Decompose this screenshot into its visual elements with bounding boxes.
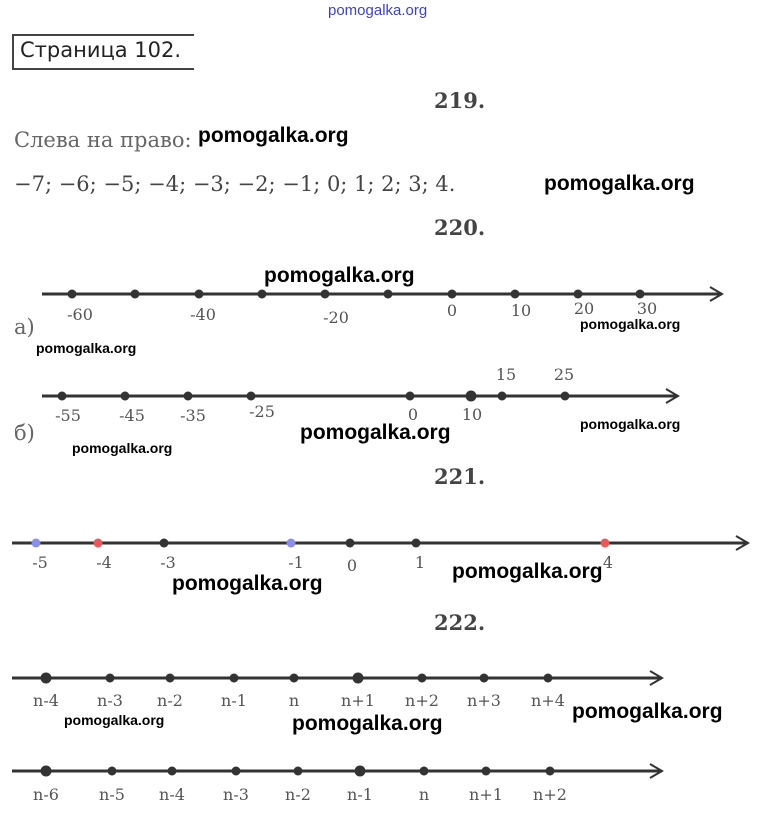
line-222a-point <box>353 673 364 684</box>
exercise-number: 221 <box>434 464 478 489</box>
line-221-tick-label: -1 <box>288 553 304 572</box>
line-222b-point <box>168 767 177 776</box>
line-220b-tick-label: 15 <box>495 365 517 384</box>
line-222b-point <box>294 767 303 776</box>
line-222b-tick-label: n-3 <box>223 785 249 804</box>
exercise-dot: . <box>477 215 486 240</box>
line-222b-point <box>546 767 555 776</box>
line-220a-point <box>258 290 267 299</box>
line-220a-tick-label: 20 <box>573 299 595 318</box>
line-220b-tick-label: 25 <box>553 365 575 384</box>
line-222b-tick-label: n-4 <box>159 785 185 804</box>
watermark: pomogalka.org <box>300 421 451 444</box>
line-220b-point <box>498 392 507 401</box>
part-b-label: б) <box>14 421 35 445</box>
watermark: pomogalka.org <box>580 316 681 332</box>
line-222a-tick-label: n+1 <box>341 691 375 710</box>
line-222b-tick-label: n+1 <box>469 785 503 804</box>
exercise-dot: . <box>477 464 486 489</box>
line-220b-tick-label: 0 <box>407 405 419 424</box>
line-222a-point <box>480 674 489 683</box>
line-222a-tick-label: n-1 <box>221 691 247 710</box>
line-221-point <box>160 539 169 548</box>
line-220b-point <box>561 392 570 401</box>
line-221-tick-label: 4 <box>602 553 614 572</box>
part-a-label: а) <box>14 315 35 339</box>
line-220a-point <box>511 290 520 299</box>
exercise-219-sequence: −7; −6; −5; −4; −3; −2; −1; 0; 1; 2; 3; 4. <box>14 172 456 196</box>
line-220b-point <box>58 392 67 401</box>
line-222b-point <box>232 767 241 776</box>
line-221-tick-label: -4 <box>96 553 112 572</box>
watermark: pomogalka.org <box>544 172 695 195</box>
line-220b-tick-label: -35 <box>180 406 206 425</box>
line-220a-tick-label: 10 <box>510 301 532 320</box>
line-220b-tick-label: 10 <box>461 405 483 424</box>
line-222b-tick-label: n-2 <box>285 785 311 804</box>
line-222a-tick-label: n+2 <box>405 691 439 710</box>
line-220a-point <box>574 290 583 299</box>
line-220a-point <box>636 290 645 299</box>
line-220a-tick-label: 30 <box>636 299 658 318</box>
line-220a-point <box>195 290 204 299</box>
line-222b-tick-label: n-6 <box>33 785 59 804</box>
exercise-dot: . <box>477 610 486 635</box>
line-222a-tick-label: n+3 <box>467 691 501 710</box>
watermark: pomogalka.org <box>264 264 415 287</box>
line-221-point <box>601 539 610 548</box>
line-220a-point <box>321 290 330 299</box>
line-220b-point <box>121 392 130 401</box>
watermark: pomogalka.org <box>292 712 443 735</box>
line-221-point <box>346 539 355 548</box>
exercise-number: 222 <box>434 610 478 635</box>
exercise-dot: . <box>477 88 486 113</box>
line-222a-point <box>544 674 553 683</box>
watermark: pomogalka.org <box>580 416 681 432</box>
line-220b-tick-label: -45 <box>119 406 145 425</box>
watermark: pomogalka.org <box>72 440 173 456</box>
watermark: pomogalka.org <box>36 340 137 356</box>
line-222b-point <box>482 767 491 776</box>
line-220b-point <box>466 391 477 402</box>
line-220a-tick-label: 0 <box>446 301 458 320</box>
line-222a-tick-label: n-2 <box>157 691 183 710</box>
exercise-number: 219 <box>434 88 478 113</box>
line-220a-point <box>448 290 457 299</box>
line-220a-tick-label: -60 <box>67 305 93 324</box>
line-220b-tick-label: -55 <box>55 406 81 425</box>
line-222b-point <box>108 767 117 776</box>
line-221-tick-label: -5 <box>32 553 48 572</box>
line-222a-point <box>418 674 427 683</box>
line-220a-point <box>68 290 77 299</box>
line-222a-point <box>166 674 175 683</box>
line-222b-tick-label: n+2 <box>533 785 567 804</box>
line-222b-tick-label: n-1 <box>347 785 373 804</box>
page-label: Страница 102. <box>20 38 182 62</box>
watermark: pomogalka.org <box>572 700 723 723</box>
line-221-point <box>412 539 421 548</box>
line-222b-tick-label: n <box>418 785 430 804</box>
line-220a-point <box>384 290 393 299</box>
line-220a-tick-label: -40 <box>190 305 216 324</box>
watermark: pomogalka.org <box>64 712 165 728</box>
line-222a-tick-label: n+4 <box>531 691 565 710</box>
line-220a-tick-label: -20 <box>323 308 349 327</box>
line-222a-tick-label: n-3 <box>97 691 123 710</box>
site-watermark-top: pomogalka.org <box>328 2 428 19</box>
watermark: pomogalka.org <box>452 560 603 583</box>
watermark: pomogalka.org <box>172 572 323 595</box>
line-220b-point <box>406 392 415 401</box>
line-220b-tick-label: -25 <box>249 402 275 421</box>
line-221-point <box>94 539 103 548</box>
line-221-tick-label: -3 <box>160 553 176 572</box>
line-222a-point <box>41 673 52 684</box>
line-221-point <box>32 539 41 548</box>
line-222a-point <box>106 674 115 683</box>
line-222b-point <box>41 766 52 777</box>
line-222a-tick-label: n-4 <box>33 691 59 710</box>
line-222b-point <box>420 767 429 776</box>
line-221-tick-label: 0 <box>346 556 358 575</box>
line-222a-point <box>230 674 239 683</box>
line-220a-point <box>131 290 140 299</box>
line-220b-point <box>184 392 193 401</box>
line-222b-tick-label: n-5 <box>99 785 125 804</box>
line-222a-tick-label: n <box>288 691 300 710</box>
exercise-219-intro: Слева на право: <box>14 128 192 152</box>
line-222b-point <box>355 766 366 777</box>
line-221-point <box>287 539 296 548</box>
watermark: pomogalka.org <box>198 124 349 147</box>
exercise-number: 220 <box>434 215 478 240</box>
line-221-tick-label: 1 <box>414 553 426 572</box>
line-220b-point <box>247 392 256 401</box>
line-222a-point <box>290 674 299 683</box>
